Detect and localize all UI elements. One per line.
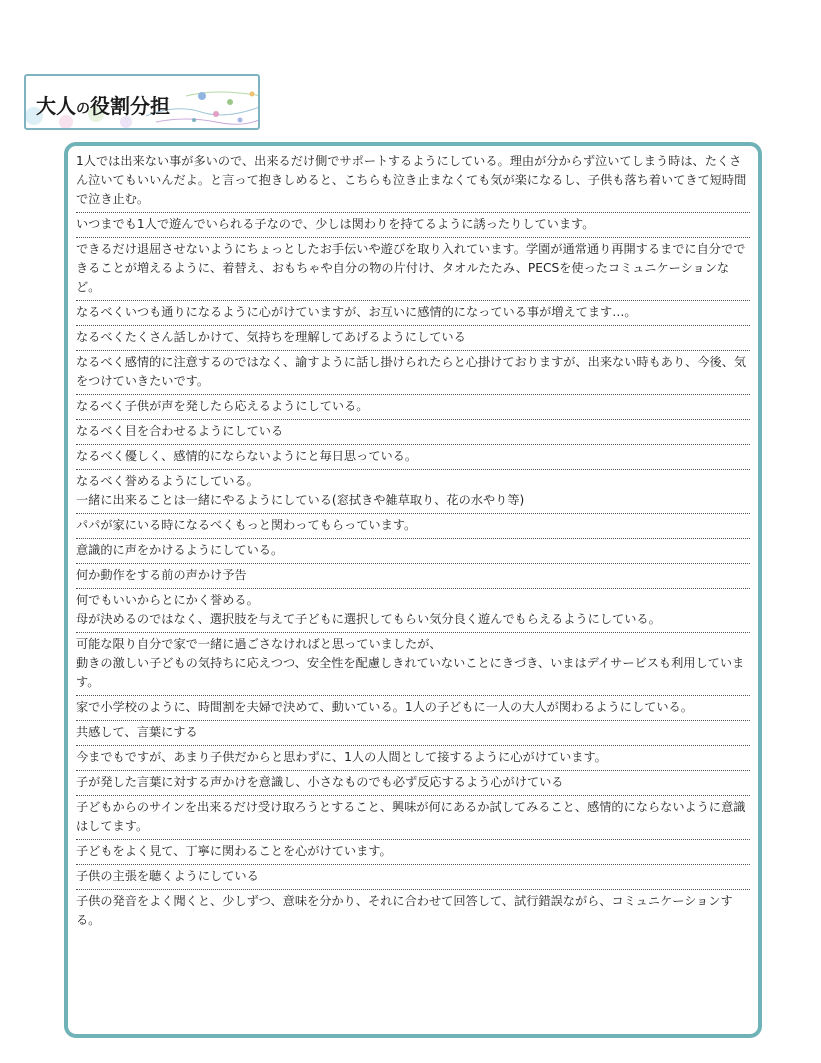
response-row: 子が発した言葉に対する声かけを意識し、小さなものでも必ず反応するよう心がけている (76, 771, 750, 796)
response-row: 子供の発音をよく聞くと、少しずつ、意味を分かり、それに合わせて回答して、試行錯誤ながら、コミュニケーションする。 (76, 894, 733, 927)
response-row: 共感して、言葉にする (76, 721, 750, 746)
section-title-box (24, 74, 260, 130)
response-row: 子どもをよく見て、丁寧に関わることを心がけています。 (76, 840, 750, 865)
response-row: 1人では出来ない事が多いので、出来るだけ側でサポートするようにしている。理由が分からず泣いてしまう時は、たくさん泣いてもいいんだよ。と言って抱きしめると、こちらも泣き止まなくても気が楽になるし、子供も落ち着いてきて短時間で泣き止む。 (76, 150, 750, 213)
response-row: パパが家にいる時になるべくもっと関わってもらっています。 (76, 514, 750, 539)
title-text-part3: 役割分担 (90, 94, 170, 118)
response-row: なるべく子供が声を発したら応えるようにしている。 (76, 395, 750, 420)
response-row: なるべく目を合わせるようにしている (76, 420, 750, 445)
response-row: なるべくいつも通りになるように心がけていますが、お互いに感情的になっている事が増えてます…。 (76, 301, 750, 326)
response-row: 何か動作をする前の声かけ予告 (76, 564, 750, 589)
response-row: いつまでも1人で遊んでいられる子なので、少しは関わりを持てるように誘ったりしています。 (76, 213, 750, 238)
response-row: できるだけ退屈させないようにちょっとしたお手伝いや遊びを取り入れています。学園が通常通り再開するまでに自分でできることが増えるように、着替え、おもちゃや自分の物の片付け、タオルたたみ、PECSを使ったコミュニケーションなど。 (76, 238, 750, 301)
response-row: 今までもですが、あまり子供だからと思わずに、1人の人間として接するように心がけています。 (76, 746, 750, 771)
response-row: 子どもからのサインを出来るだけ受け取ろうとすること、興味が何にあるか試してみること、感情的にならないように意識はしてます。 (76, 796, 750, 840)
response-row: なるべく優しく、感情的にならないようにと毎日思っている。 (76, 445, 750, 470)
response-row: 意識的に声をかけるようにしている。 (76, 539, 750, 564)
responses-panel (64, 142, 762, 1038)
response-row: なるべく感情的に注意するのではなく、諭すように話し掛けられたらと心掛けておりますが、出来ない時もあり、今後、気をつけていきたいです。 (76, 351, 750, 395)
title-text-part1: 大人 (36, 94, 76, 118)
response-row: 可能な限り自分で家で一緒に過ごさなければと思っていましたが、 動きの激しい子どもの気持ちに応えつつ、安全性を配慮しきれていないことにきづき、いまはデイサービスも利用しています。 (76, 633, 750, 696)
response-row: 子供の主張を聴くようにしている (76, 865, 750, 890)
response-row: 家で小学校のように、時間割を夫婦で決めて、動いている。1人の子どもに一人の大人が関わるようにしている。 (76, 696, 750, 721)
section-title (36, 90, 170, 119)
title-text-part2: の (76, 101, 90, 117)
response-row: 何でもいいからとにかく誉める。 母が決めるのではなく、選択肢を与えて子どもに選択してもらい気分良く遊んでもらえるようにしている。 (76, 589, 750, 633)
response-row: なるべくたくさん話しかけて、気持ちを理解してあげるようにしている (76, 326, 750, 351)
response-row: なるべく誉めるようにしている。 一緒に出来ることは一緒にやるようにしている(窓拭きや雑草取り、花の水やり等) (76, 470, 750, 514)
